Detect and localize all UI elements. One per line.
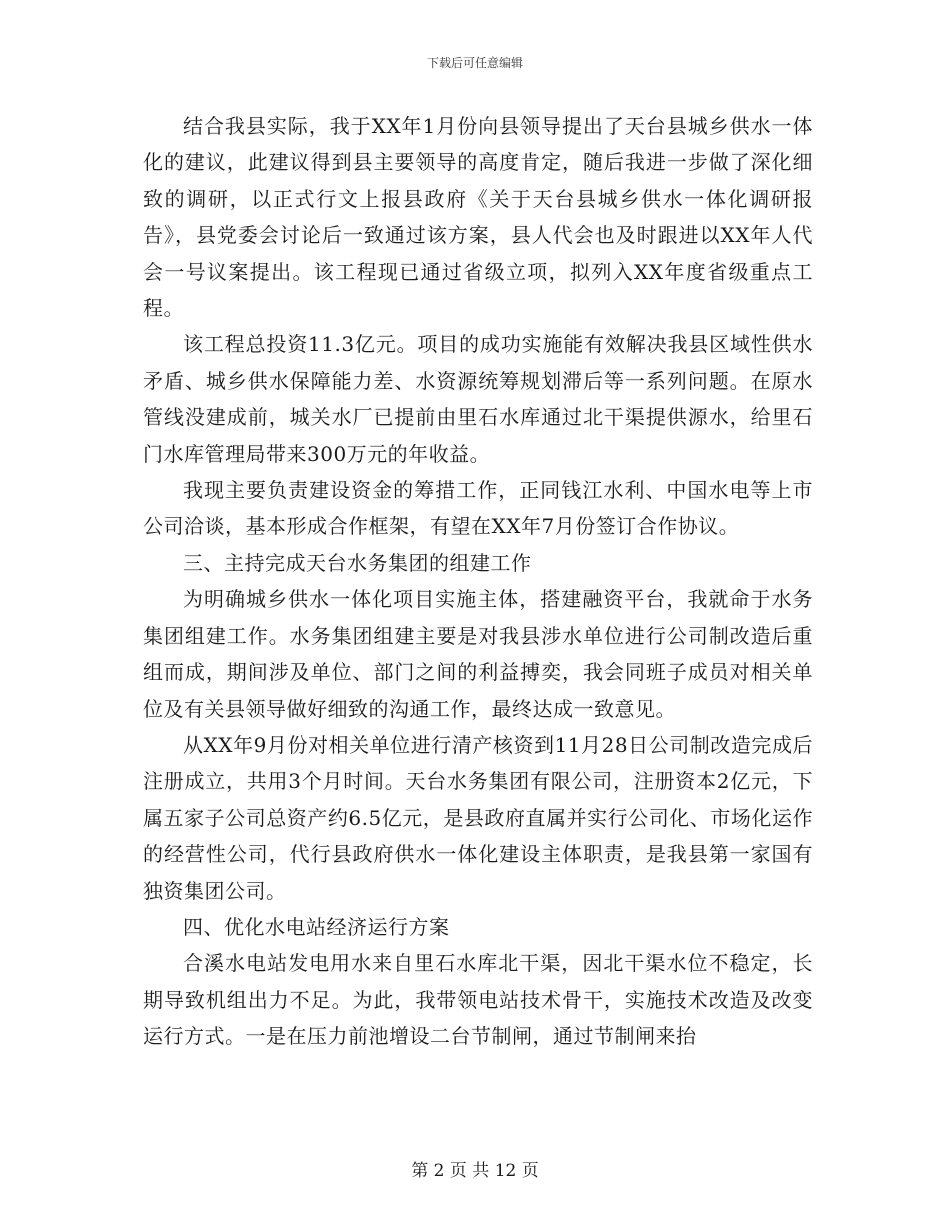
- paragraph-funding-negotiation: 我现主要负责建设资金的筹措工作，正同钱江水利、中国水电等上市公司洽谈，基本形成合作框架，有望在XX年7月份签订合作协议。: [143, 478, 813, 539]
- document-body: [143, 108, 813, 1055]
- paragraph-project-investment: 该工程总投资11.3亿元。项目的成功实施能有效解决我县区域性供水矛盾、城乡供水保障能力差、水资源统筹规划滞后等一系列问题。在原水管线没建成前，城关水厂已提前由里石水库通过北干渠提供源水，给里石门水库管理局带来300万元的年收益。: [143, 332, 813, 466]
- page-header-note: 下载后可任意编辑: [426, 56, 523, 70]
- section-heading-water-group: 三、主持完成天台水务集团的组建工作: [183, 550, 532, 575]
- paragraph-water-group-formation: 为明确城乡供水一体化项目实施主体，搭建融资平台，我就命于水务集团组建工作。水务集团组建主要是对我县涉水单位进行公司制改造后重组而成，期间涉及单位、部门之间的利益搏奕，我会同班子成员对相关单位及有关县领导做好细致的沟通工作，最终达成一致意见。: [143, 587, 813, 721]
- section-heading-hydropower: 四、优化水电站经济运行方案: [183, 914, 450, 939]
- paragraph-hydropower-optimization: 合溪水电站发电用水来自里石水库北干渠，因北干渠水位不稳定，长期导致机组出力不足。为此，我带领电站技术骨干，实施技术改造及改变运行方式。一是在压力前池增设二台节制闸，通过节制闸来抬: [143, 951, 813, 1049]
- page-number-footer: 第 2 页 共 12 页: [411, 1161, 539, 1181]
- paragraph-water-integration-proposal: 结合我县实际，我于XX年1月份向县领导提出了天台县城乡供水一体化的建议，此建议得到县主要领导的高度肯定，随后我进一步做了深化细致的调研，以正式行文上报县政府《关于天台县城乡供水一体化调研报告》，县党委会讨论后一致通过该方案，县人代会也及时跟进以XX年人代会一号议案提出。该工程现已通过省级立项，拟列入XX年度省级重点工程。: [143, 114, 813, 321]
- paragraph-company-registration: 从XX年9月份对相关单位进行清产核资到11月28日公司制改造完成后注册成立，共用3个月时间。天台水务集团有限公司，注册资本2亿元，下属五家子公司总资产约6.5亿元，是县政府直属并实行公司化、市场化运作的经营性公司，代行县政府供水一体化建设主体职责，是我县第一家国有独资集团公司。: [143, 732, 813, 903]
